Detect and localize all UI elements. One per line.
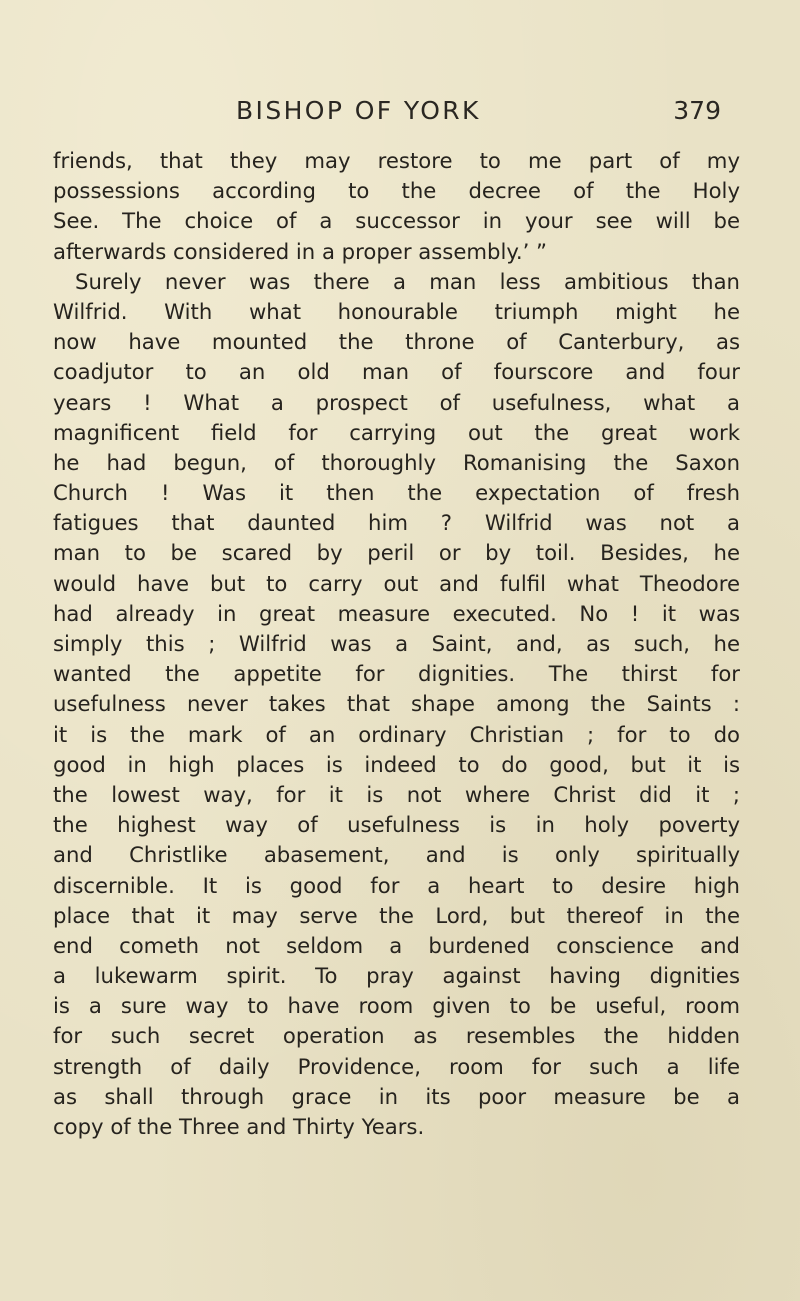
text-line: wanted the appetite for dignities. The thirst for [53,661,740,687]
text-line: fatigues that daunted him ? Wilfrid was not a [53,510,740,536]
text-line: friends, that they may restore to me part of my [53,148,740,173]
text-line: Wilfrid. With what honourable triumph might he [53,298,740,324]
text-line: the lowest way, for it is not where Christ did it ; [53,781,740,807]
text-line: is a sure way to have room given to be useful, room [53,993,740,1019]
text-line: as shall through grace in its poor measure be a [53,1083,740,1109]
text-line: for such secret operation as resembles the hidden [53,1023,740,1049]
text-line: place that it may serve the Lord, but thereof in the [53,902,740,928]
page-number: 379 [673,96,721,125]
text-line: the highest way of usefulness is in holy poverty [53,812,740,838]
text-line: years ! What a prospect of usefulness, what a [53,389,740,415]
text-line: See. The choice of a successor in your see will be [53,208,740,234]
text-line: Surely never was there a man less ambitious than [75,268,740,294]
text-line: strength of daily Providence, room for such a life [53,1053,740,1079]
text-line: now have mounted the throne of Canterbury, as [53,329,740,355]
body-text [53,146,740,1142]
text-line: man to be scared by peril or by toil. Besides, he [53,540,740,566]
text-line: would have but to carry out and fulfil what Theodore [53,570,740,596]
text-line: magnificent field for carrying out the great work [53,419,740,445]
text-line: simply this ; Wilfrid was a Saint, and, as such, he [53,631,740,656]
running-title: BISHOP OF YORK [236,96,481,125]
text-line: coadjutor to an old man of fourscore and four [53,359,740,385]
text-line: he had begun, of thoroughly Romanising the Saxon [53,449,740,475]
text-line: usefulness never takes that shape among the Saints : [53,691,740,717]
text-line: had already in great measure executed. No ! it was [53,600,740,626]
text-line: discernible. It is good for a heart to desire high [53,872,740,898]
text-line: a lukewarm spirit. To pray against having dignities [53,963,740,989]
text-line: afterwards considered in a proper assembly.’ ” [53,238,548,264]
text-line: and Christlike abasement, and is only spiritually [53,842,740,868]
text-line: possessions according to the decree of the Holy [53,178,740,204]
text-line: end cometh not seldom a burdened conscience and [53,932,740,958]
running-head [180,96,740,136]
text-line: it is the mark of an ordinary Christian ; for to do [53,721,740,747]
text-line: copy of the Three and Thirty Years. [53,1114,425,1139]
text-line: Church ! Was it then the expectation of fresh [53,480,740,506]
text-line: good in high places is indeed to do good, but it is [53,751,740,777]
